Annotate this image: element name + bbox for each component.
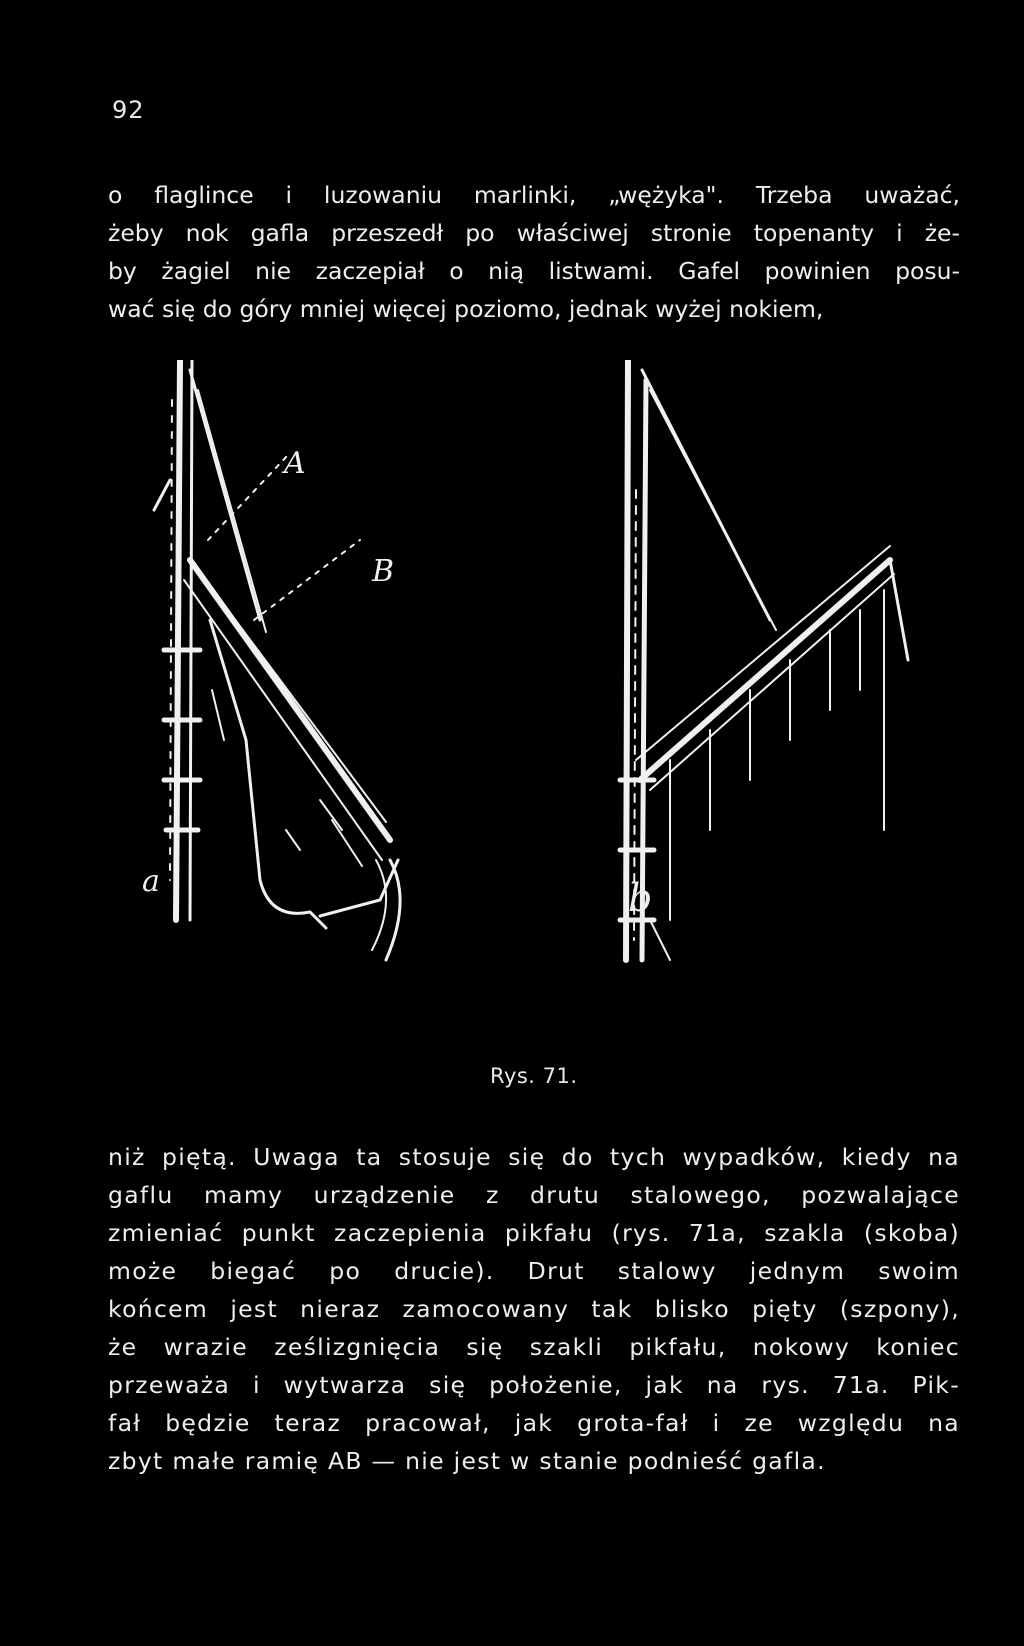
figure-label-A: A: [284, 446, 306, 481]
figure-b-drawing: [620, 360, 908, 960]
page-number: 92: [112, 96, 145, 124]
paragraph-bottom: [108, 1138, 960, 1480]
text-line: końcem jest nieraz zamocowany tak blisko pięty (szpony),: [108, 1295, 960, 1323]
text-line: że wrazie ześlizgnięcia się szakli pikfału, nokowy koniec: [108, 1333, 960, 1361]
text-line: o flaglince i luzowaniu marlinki, „wężyka". Trzeba uważać,: [108, 181, 960, 209]
text-line: niż piętą. Uwaga ta stosuje się do tych wypadków, kiedy na: [108, 1143, 960, 1171]
text-line: zbyt małe ramię AB — nie jest w stanie podnieść gafla.: [108, 1447, 826, 1475]
text-line: gaflu mamy urządzenie z drutu stalowego, pozwalające: [108, 1181, 960, 1209]
text-line: żeby nok gafla przeszedł po właściwej stronie topenanty i że-: [108, 219, 960, 247]
text-line: fał będzie teraz pracował, jak grota-fał i ze względu na: [108, 1409, 960, 1437]
figure-label-a: a: [142, 864, 160, 899]
text-line: może biegać po drucie). Drut stalowy jednym swoim: [108, 1257, 960, 1285]
text-line: wać się do góry mniej więcej poziomo, jednak wyżej nokiem,: [108, 295, 824, 323]
text-line: przeważa i wytwarza się położenie, jak na rys. 71a. Pik-: [108, 1371, 960, 1399]
figure-label-B: B: [372, 554, 395, 589]
paragraph-top: [108, 176, 960, 328]
figure-a-drawing: [154, 360, 400, 960]
text-line: by żagiel nie zaczepiał o nią listwami. Gafel powinien posu-: [108, 257, 960, 285]
figure-label-b: b: [628, 876, 653, 920]
text-line: zmieniać punkt zaczepienia pikfału (rys. 71a, szakla (skoba): [108, 1219, 960, 1247]
figure-caption: Rys. 71.: [490, 1064, 578, 1088]
figure-rys-71: [150, 360, 970, 1040]
gaff-rigging-illustration: [150, 360, 970, 1040]
